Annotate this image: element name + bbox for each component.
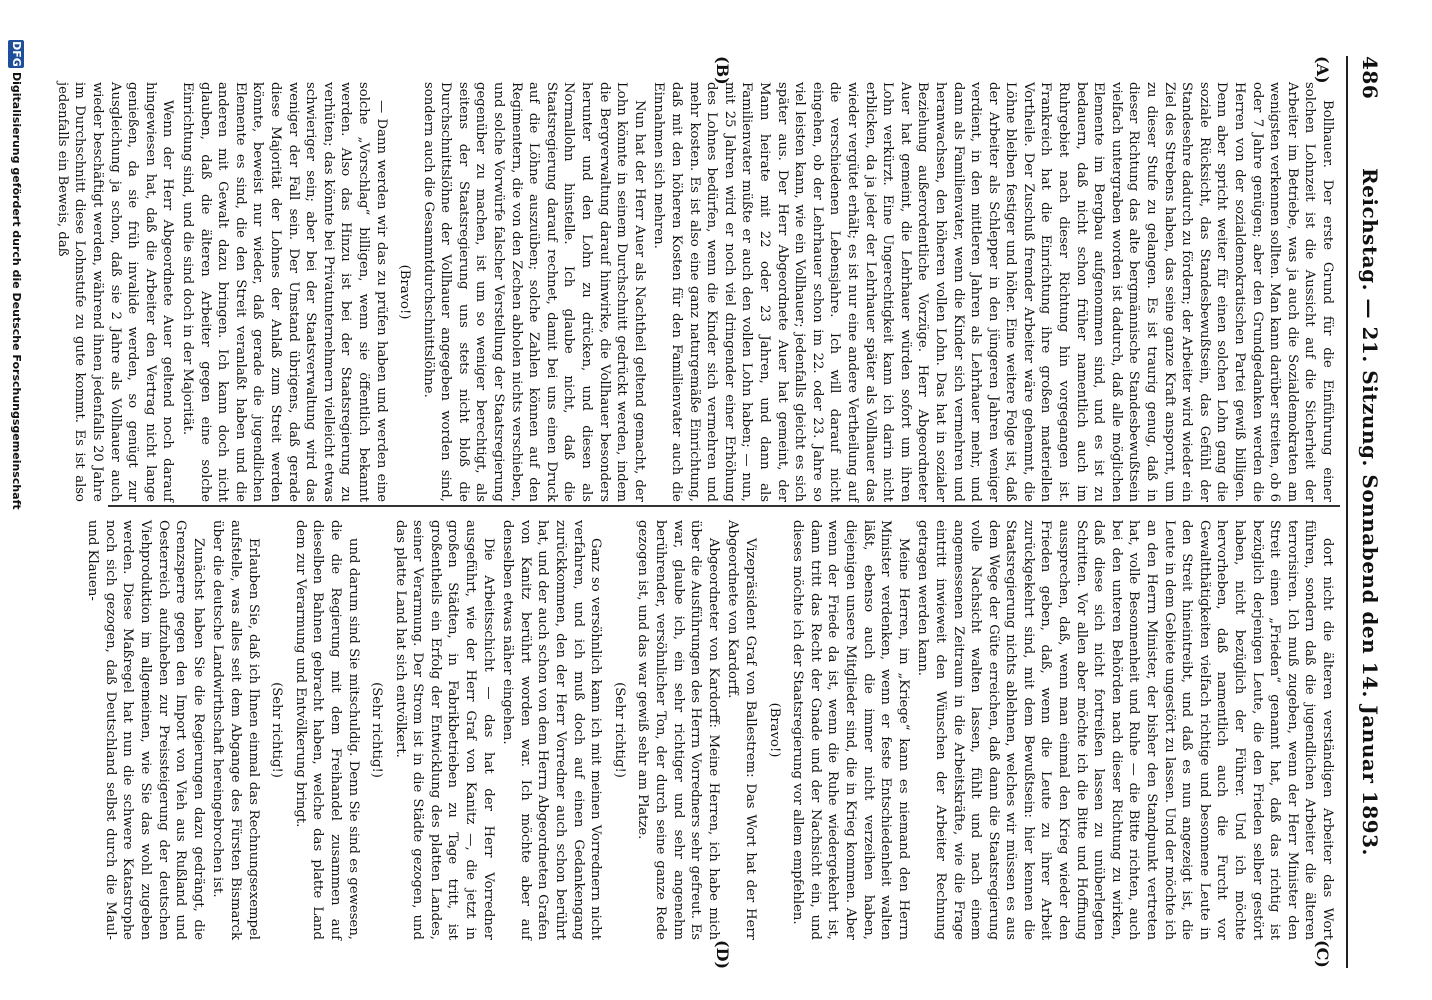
footer: [4, 32, 26, 968]
interjection: (Bravo!): [766, 702, 782, 758]
paragraph: Nun hat der Herr Auer als Nachtheil geltend gemacht, der Lohn könnte in seinem Durchschnitt gedrückt werden, indem die Bergverwaltung darauf hinwirke, die Vollhauer besonders herunter und den Lohn zu drücken, und diesen als Normallohn hinstelle. Ich glaube nicht, daß die Staatsregierung darauf rechnet, damit bei uns einen Druck auf die Löhne auszuüben; solche Zahlen können auf den Regimentern, die von den Zechen abholen nichts verschieben, und solche Vorwürfe falscher Verstellung der Staatsregierung gegenüber zu machen, ist um so weniger berechtigt, als seitens der Staatsregierung uns stets nicht bloß die Durchschnittslöhne der Vollhauer angegeben worden sind, sondern auch die Gesammtdurchschnittslöhne.: [420, 82, 647, 502]
page-title: Reichstag. — 21. Sitzung. Sonnabend den 14. Januar 1893.: [1358, 168, 1382, 856]
paragraph: Zunächst haben Sie die Regierungen dazu gedrängt, die Grenzsperre gegen den Import von Vieh aus Rußland und Oesterreich aufzuheben zur Preissteigerung der deutschen Viehproduktion im allgemeinen, wie Sie das wohl zugeben werden. Diese Maßregel hat nun die schwere Katastrophe noch sich gezogen, daß Deutschland selbst durch die Maul- und Klauen-: [85, 520, 206, 940]
speaker-paragraph: Abgeordneter von Kardorff: Meine Herren, ich habe mich über die Ausführungen des Herrn Vorredners sehr gefreut. Es war, glaube ich, ein sehr richtiger und sehr angenehm berührender, versöhnlicher Ton, der durch seine ganze Rede gezogen ist, und das war gewiß sehr am Platze.: [635, 520, 721, 940]
funding-note: Digitalisierung gefördert durch die Deutsche Forschungsgemeinschaft: [10, 72, 23, 510]
right-column: [85, 520, 1336, 940]
interjection: (Sehr richtig!): [611, 682, 627, 778]
page-header: [1348, 56, 1384, 968]
page-number: 486: [1358, 56, 1382, 100]
paragraph: Bollhauer. Der erste Grund für die Einführung einer solchen Lohnzeit ist die Aussicht auf die Sicherheit der Arbeiter im Betriebe, was ja auch die Sozialdemokraten am wenigsten verkennen sollten. Man kann darüber streiten, ob 6 oder 7 Jahre genügen; aber den Grundgedanken werden die Herren von der sozialdemokratischen Partei gewiß billigen. Denn aber spricht weiter für einen solchen Lohn gang die soziale Rücksicht, das Standesbewußtsein, das Gefühl der Standesehre dadurch zu fördern; der Arbeiter wird wieder ein Ziel des Strebens haben, das seine ganze Kraft anspornt, um zu dieser Stufe zu gelangen. Es ist traurig genug, daß in dieser Richtung das alte bergmännische Standesbewußtsein vielfach untergraben worden ist dadurch, daß alle möglichen Elemente im Bergbau aufgenommen sind, und es ist zu bedauern, daß nicht schon früher namentlich auch im Ruhrgebiet nach dieser Richtung hin vorgegangen ist. Frankreich hat die Einrichtung ihre großen materiellen Vortheile. Der Zuschuß fremder Arbeiter wäre gehemmt, die Löhne bleiben festiger und höher. Eine weitere Folge ist, daß der Arbeiter als Schlepper in den jüngeren Jahren weniger verdient, in den mittleren Jahren als Lehrhauer mehr, und dann als Familienvater, wenn die Kinder sich vermehren und heranwachsen, den höheren vollen Lohn. Das hat in sozialer Beziehung außerordentliche Vorzüge. Herr Abgeordneter Auer hat gemeint, die Lehrhauer würden sofort um ihren Lohn verkürzt. Eine Ungerechtigkeit kann ich darin nicht erblicken, da ja jeder der Lehrhauer später als Vollhauer das wieder vergütet erhält; es ist nur eine andere Vertheilung auf die verschiedenen Lebensjahre. Ich will darauf nicht eingehen, ob der Lehrhauer schon im 22. oder 23. Jahre so viel leisten kann, wie ein Vollhauer; jedenfalls gleicht es sich später aus. Der Herr Abgeordnete Auer hat gemeint, der Mann heirate mit 22 oder 23 Jahren, und dann als Familienvater müßte er auch den vollen Lohn haben; — nun, mit 25 Jahren wird er noch viel dringender einer Erhöhung des Lohnes bedürfen, wenn die Kinder sich vermehren und mehr kosten. Es ist also eine ganz naturgemäße Einrichtung, daß mit den höheren Kosten für den Familienvater auch die Einnahmen sich mehren.: [651, 82, 1335, 502]
paragraph: Die Arbeitsschicht — das hat der Herr Vorredner ausgeführt, wie der Herr Graf von Kanitz —, die jetzt in großen Städten, in Fabrikbetrieben zu Tage tritt, ist großentheils ein Erfolg der Entwicklung des platten Landes, seiner Verarmung. Der Strom ist in die Städte gezogen, und das platte Land hat sich entvölkert.: [392, 520, 496, 940]
left-column: [54, 82, 1336, 502]
margin-marker-d: (D): [713, 940, 732, 970]
header-rule: [1346, 56, 1348, 968]
interjection: (Bravo!): [397, 264, 413, 320]
paragraph: Erlauben Sie, daß ich Ihnen einmal das Rechnungsexempel aufstelle, was alles seit dem Abgange des Fürsten Bismarck über die deutsche Landwirthschaft hereingebrochen ist.: [210, 520, 261, 940]
paragraph: Meine Herren, im „Kriege“ kann es niemand den Herrn Minister verdenken, wenn er feste Entschiedenheit walten läßt, ebenso auch die immer nicht verzeihen haben, diejenigen unsere Mitglieder sind, die in Krieg kommen. Aber wenn der Friede da ist, wenn die Ruhe wiedergekehrt ist, dann tritt das Recht der Gnade und der Nachsicht ein, und dieses möchte ich der Staatsregierung vor allem empfehlen.: [790, 520, 911, 940]
margin-marker-b: (B): [713, 56, 732, 85]
margin-marker-c: (C): [1313, 940, 1332, 968]
interjection: (Sehr richtig!): [269, 682, 285, 778]
paragraph: — Dann werden wir das zu prüfen haben und werden eine solche „Vorschlag“ billigen, wenn sie öffentlich bekannt werden. Also das Hinzu ist bei der Staatsregierung zu verhüten; das könnte bei Privatunternehmern vielleicht etwas schwieriger sein; aber bei der Staatsverwaltung wird das weniger der Fall sein. Der Umstand übrigens, daß gerade diese Majorität der Lohnes der Anlaß zum Streit werden könnte, beweist nur wieder, daß gerade die jugendlichen Elemente es sind, die den Streit veranlaßt haben und die anderen mit Gewalt dazu bringen. Ich kann doch nicht glauben, daß die älteren Arbeiter gegen eine solche Einrichtung sind, und die sind doch in der Majorität.: [180, 82, 389, 502]
paragraph: Ganz so versöhnlich kann ich mit meinen Vorrednern nicht verfahren, und ich muß doch auf einen Gedankengang zurückkommen, den der Herr Vorredner auch schon berührt hat, und der auch schon von dem Herrn Abgeordneten Grafen von Kanitz berührt worden war. Ich möchte aber auf denselben etwas näher eingehen.: [500, 520, 604, 940]
margin-marker-a: (A): [1313, 56, 1332, 84]
interjection: (Sehr richtig!): [369, 682, 385, 778]
paragraph: Wenn der Herr Abgeordnete Auer geltend noch darauf hingewiesen hat, daß die Arbeiter den Vertrag nicht lange genießen, da sie früh invalide werden, so genügt zur Ausgleichung ja schon, daß sie 2 Jahre als Vollhauer auch wieder beschäftigt werden, während ihnen jedenfalls 20 Jahre im Durchschnitt diese Lohnstufe zu gute kommt. Es ist also jedenfalls ein Beweis, daß: [54, 82, 176, 502]
paragraph: dort nicht die älteren verständigen Arbeiter das Wort führen, sondern daß die jugendlichen Arbeiter die älteren terrorisiren. Ich muß zugeben, wenn der Herr Minister den Streit einen „Frieden“ genannt hat, daß das richtig ist bezüglich derjenigen Leute, die den Frieden selber gestört haben, nicht bezüglich der Führer. Und ich möchte hervorheben, daß namentlich auch die Furcht vor Gewaltthätigkeiten vielfach richtige und besonnene Leute in den Streit hineintreibt, und daß es nun angezeigt ist, die Leute in dem Gebiete ungestört zu lassen. Und der möchte ich an den Herrn Minister, der bisher den Standpunkt vertreten hat, volle Besonnenheit und Ruhe — die Bitte richten, auch bei den unteren Behörden nach dieser Richtung zu wirken, daß diese sich nicht fortreißen lassen zu unüberlegten Schritten. Vor allen aber möchte ich die Bitte und Hoffnung aussprechen, daß, wenn man einmal den Krieg wieder den Frieden geben, daß, wenn die Leute zu ihrer Arbeit zurückgekehrt sind, mit dem Bewußtsein: hier kennen die Staatsregierung nichts ablehnen, welches wir müssen es aus dem Wege der Güte erreichen, daß dann die Staatsregierung volle Nachsicht walten lassen, fühlt und nach einem angemessenen Zeitraum in die Arbeitskräfte, wie die Frage eintritt inwieweit den Wünschen der Arbeiter Rechnung getragen werden kann.: [915, 520, 1335, 940]
speaker-paragraph: Vizepräsident Graf von Ballestrem: Das Wort hat der Herr Abgeordnete von Kardorff.: [725, 520, 758, 940]
paragraph: und darum sind Sie mitschuldig. Denn Sie sind es gewesen, die die Regierung mit dem Freihandel zusammen auf dieselben Bahnen gebracht haben, welche das platte Land dem zur Verarmung und Entvölkerung bringt.: [292, 520, 361, 940]
dfg-logo-icon: DFG: [10, 41, 23, 67]
column-divider: [108, 505, 1340, 507]
